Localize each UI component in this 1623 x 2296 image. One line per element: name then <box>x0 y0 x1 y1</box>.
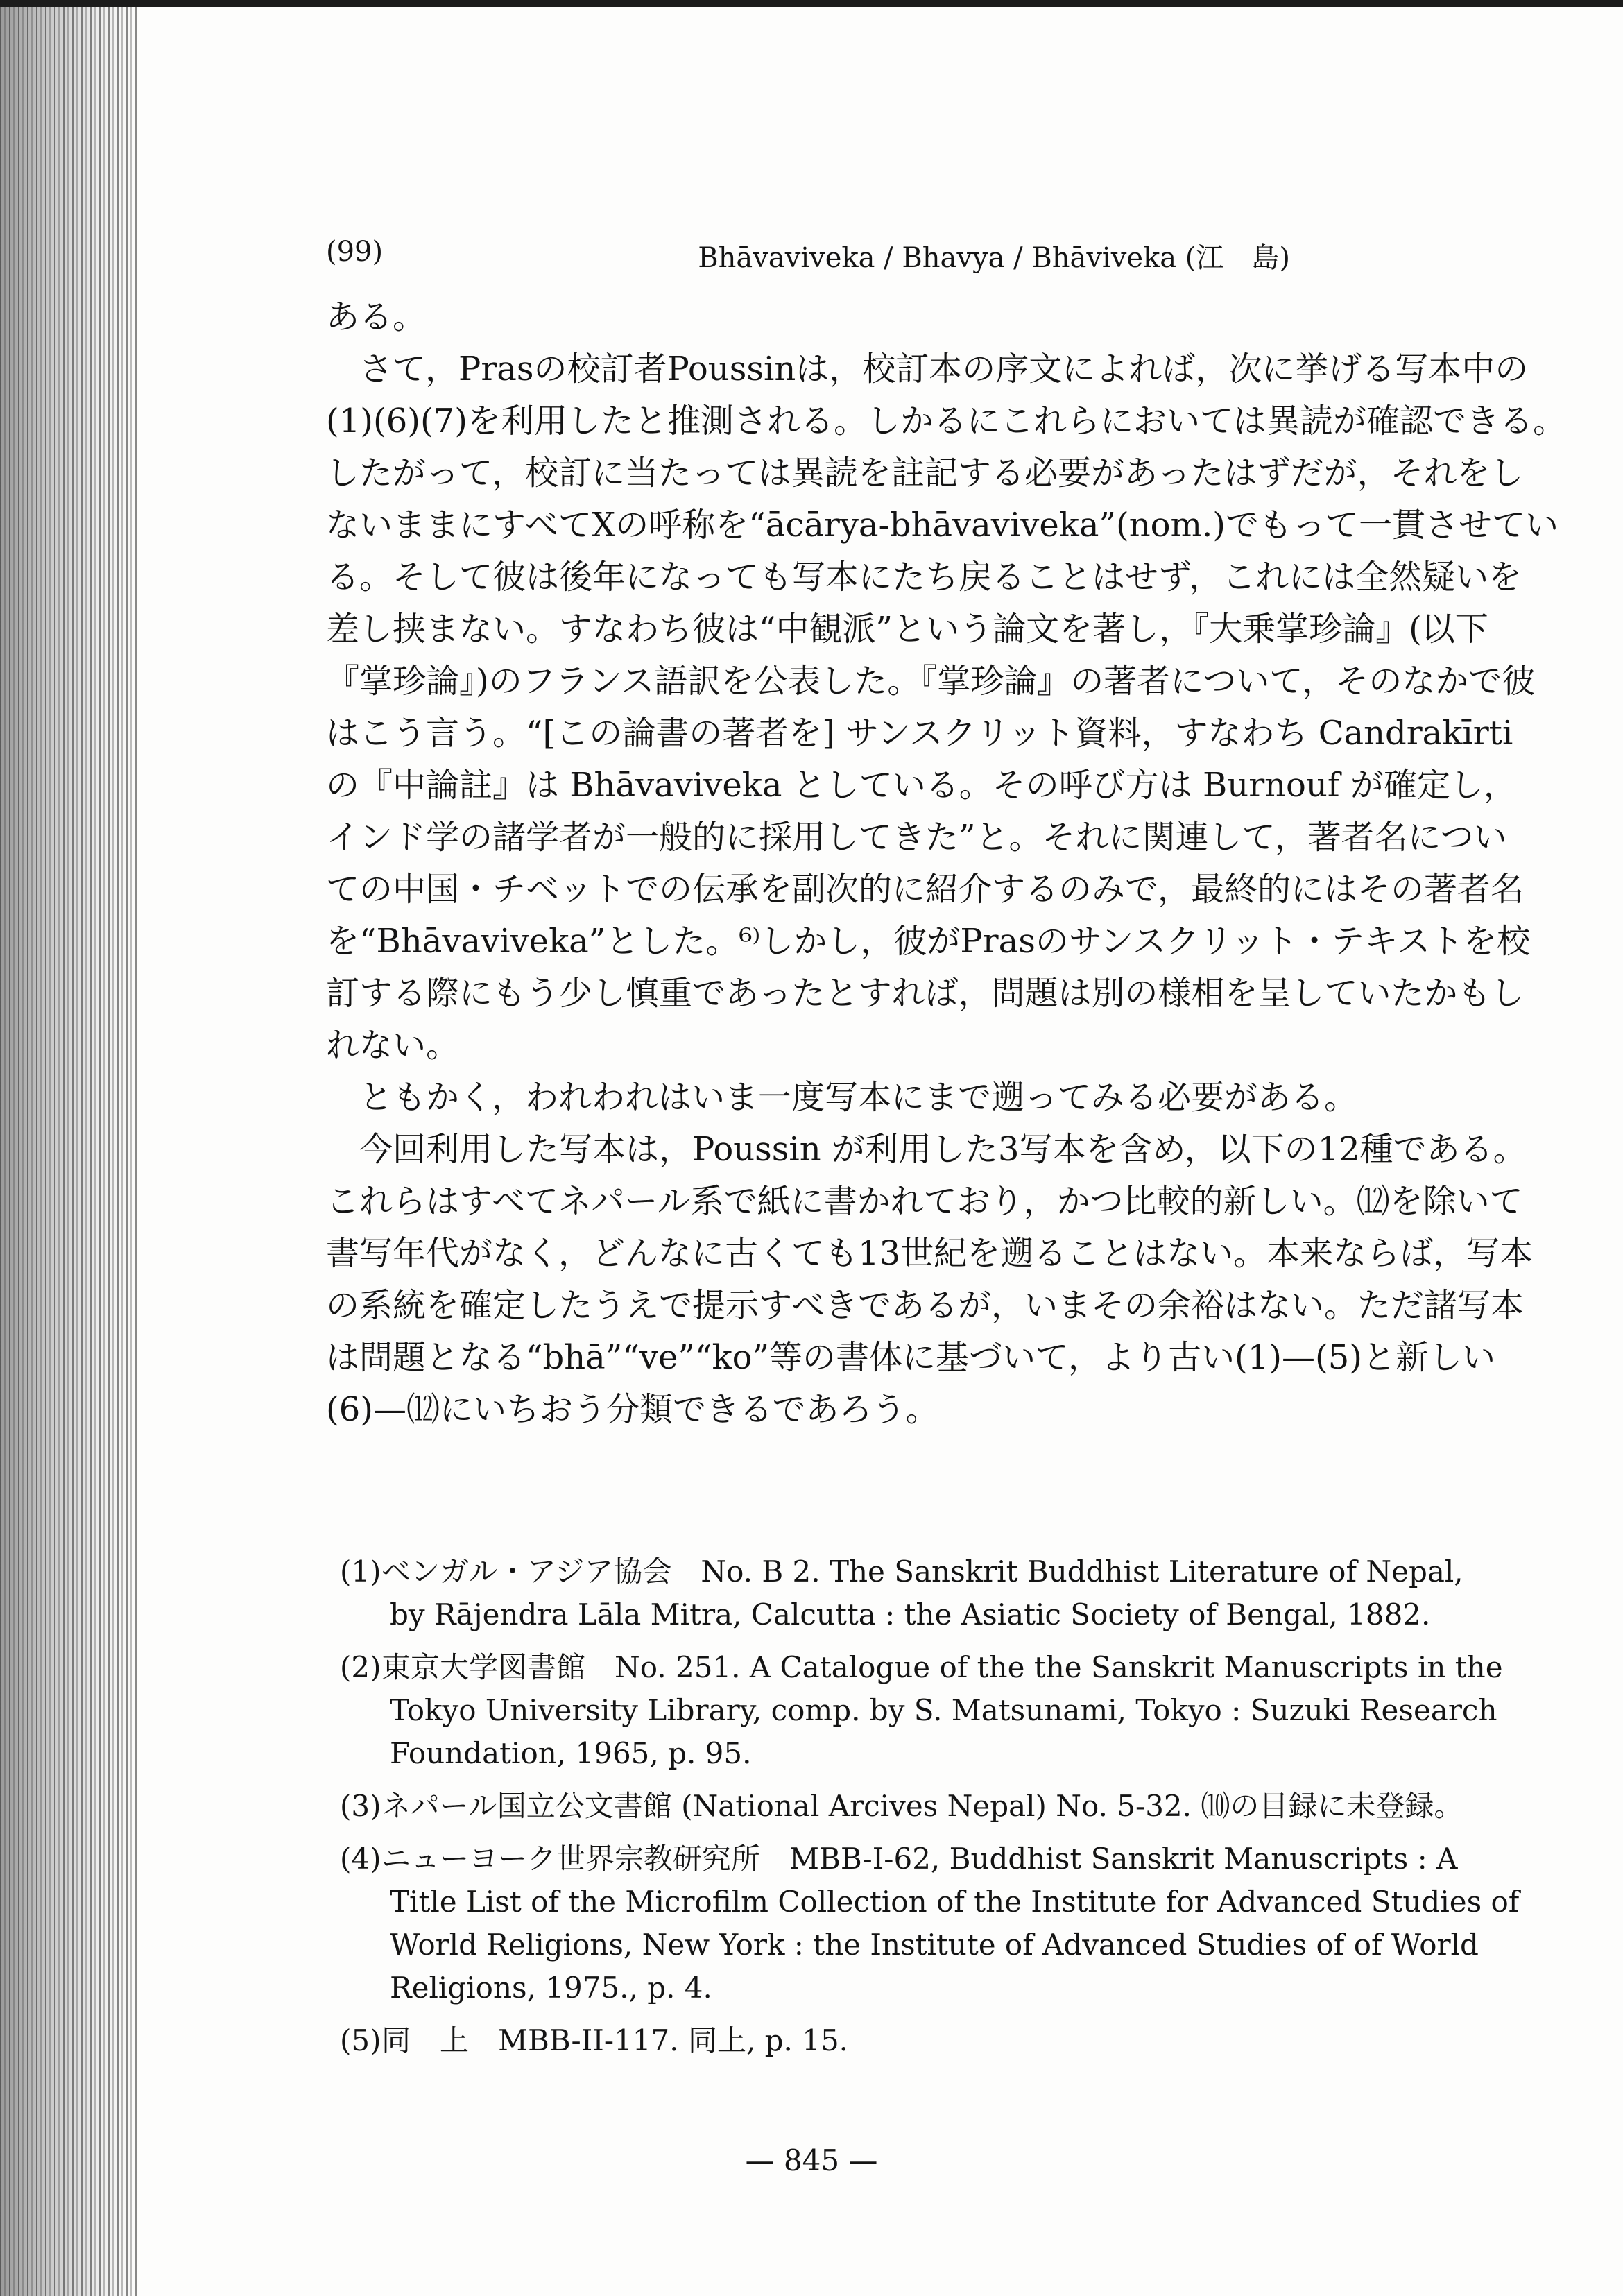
body-line: の『中論註』は Bhāvaviveka としている。その呼び方は Burnouf が確定し， <box>326 766 1517 805</box>
footnote-number: (5) <box>340 2023 381 2057</box>
body-line: 訂する際にもう少し慎重であったとすれば，問題は別の様相を呈していたかもし <box>326 974 1525 1013</box>
body-line: (1)(6)(7)を利用したと推測される。しかるにこれらにおいては異読が確認できる。 <box>326 402 1566 440</box>
footnote-text: ベンガル・アジア協会 No. B 2. The Sanskrit Buddhist Literature of Nepal, <box>381 1554 1463 1588</box>
body-line: の系統を確定したうえで提示すべきであるが，いまその余裕はない。ただ諸写本 <box>326 1286 1525 1325</box>
footnote-text: 東京大学図書館 No. 251. A Catalogue of the the Sanskrit Manuscripts in the <box>381 1650 1503 1684</box>
header-page-number: (99) <box>326 236 384 268</box>
body-line: はこう言う。“[この論書の著者を] サンスクリット資料，すなわち Candrakīrti <box>326 714 1513 753</box>
top-border <box>0 0 1623 7</box>
footnote-number: (3) <box>340 1789 381 1823</box>
footnote-4 <box>340 1837 1574 2010</box>
body-line: したがって，校訂に当たっては異読を註記する必要があったはずだが，それをし <box>326 454 1524 492</box>
footnote-3 <box>340 1785 1574 1828</box>
body-line: ある。 <box>326 298 427 336</box>
body-line: る。そして彼は後年になっても写本にたち戻ることはせず，これには全然疑いを <box>326 558 1522 597</box>
body-text <box>326 291 1574 1436</box>
footnote-number: (1) <box>340 1554 381 1588</box>
body-line: れない。 <box>326 1026 460 1065</box>
header-title: Bhāvaviveka / Bhavya / Bhāviveka (江 島) <box>698 242 1290 274</box>
footnote-text: ネパール国立公文書館 (National Arcives Nepal) No. 5-32. ⑽の目録に未登録。 <box>381 1789 1463 1823</box>
footnote-text: Tokyo University Library, comp. by S. Matsunami, Tokyo : Suzuki Research <box>390 1693 1497 1727</box>
binding-edge <box>0 0 139 2296</box>
footnote-text: Religions, 1975., p. 4. <box>390 1971 712 2005</box>
footnote-text: Foundation, 1965, p. 95. <box>390 1736 752 1770</box>
body-line: ての中国・チベットでの伝承を副次的に紹介するのみで，最終的にはその著者名 <box>326 870 1525 909</box>
body-line: は問題となる“bhā”“ve”“ko”等の書体に基づいて，より古い(1)—(5)と新しい <box>326 1338 1496 1377</box>
body-line: 書写年代がなく，どんなに古くても13世紀を遡ることはない。本来ならば，写本 <box>326 1234 1534 1273</box>
running-header <box>326 236 1290 277</box>
footnotes <box>340 1550 1574 2062</box>
footnote-2 <box>340 1646 1574 1775</box>
body-line: ないままにすべてXの呼称を“ācārya-bhāvaviveka”(nom.)でもって一貫させてい <box>326 506 1559 545</box>
footnote-text: Title List of the Microfilm Collection of the Institute for Advanced Studies of <box>390 1885 1520 1919</box>
body-line: を“Bhāvaviveka”とした。⁶⁾しかし，彼がPrasのサンスクリット・テキストを校 <box>326 922 1531 961</box>
footnote-number: (2) <box>340 1650 381 1684</box>
footnote-text: World Religions, New York : the Institute of Advanced Studies of of World <box>390 1928 1479 1962</box>
footnote-text: by Rājendra Lāla Mitra, Calcutta : the Asiatic Society of Bengal, 1882. <box>390 1597 1431 1631</box>
footnote-1 <box>340 1550 1574 1636</box>
body-line: 差し挟まない。すなわち彼は“中観派”という論文を著し，『大乗掌珍論』(以下 <box>326 610 1488 649</box>
footnote-text: ニューヨーク世界宗教研究所 MBB-I-62, Buddhist Sanskrit Manuscripts : A <box>381 1842 1458 1876</box>
body-line: これらはすべてネパール系で紙に書かれており，かつ比較的新しい。⑿を除いて <box>326 1182 1523 1221</box>
footnote-5 <box>340 2019 1574 2062</box>
body-line: 『掌珍論』)のフランス語訳を公表した。『掌珍論』の著者について，そのなかで彼 <box>326 662 1536 701</box>
body-line: ともかく，われわれはいま一度写本にまで遡ってみる必要がある。 <box>359 1078 1358 1117</box>
body-line: (6)—⑿にいちおう分類できるであろう。 <box>326 1390 939 1429</box>
body-line: インド学の諸学者が一般的に採用してきた”と。それに関連して，著者名につい <box>326 818 1507 857</box>
footer-page-number: — 845 — <box>745 2143 878 2177</box>
body-line: 今回利用した写本は，Poussin が利用した3写本を含め，以下の12種である。 <box>359 1130 1527 1169</box>
footnote-text: 同 上 MBB-II-117. 同上, p. 15. <box>381 2023 849 2057</box>
footnote-number: (4) <box>340 1842 381 1876</box>
body-line: さて，Prasの校訂者Poussinは，校訂本の序文によれば，次に挙げる写本中の <box>359 350 1529 388</box>
